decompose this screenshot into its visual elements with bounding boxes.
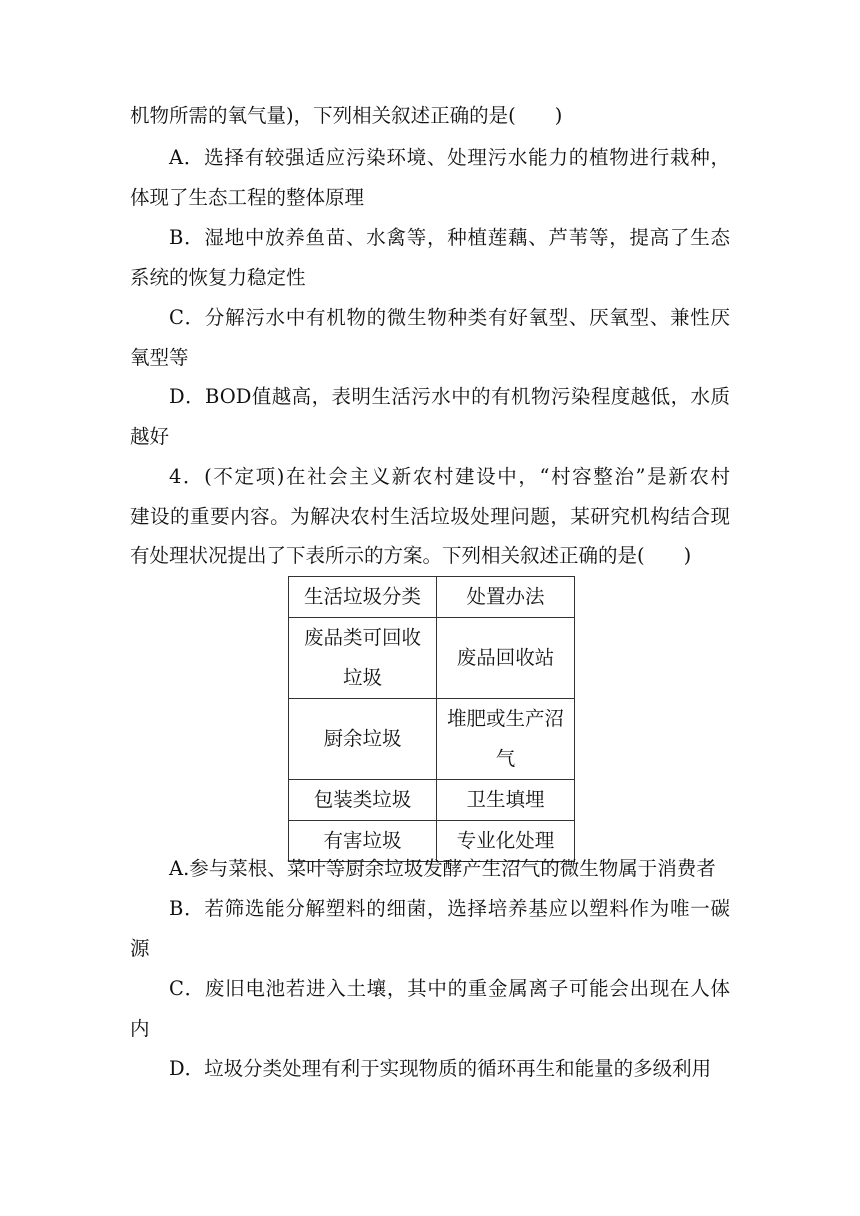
table-cell: 专业化处理 bbox=[437, 821, 575, 862]
table-cell: 废品类可回收垃圾 bbox=[289, 618, 437, 699]
q3-option-c-line1: C．分解污水中有机物的微生物种类有好氧型、厌氧型、兼性厌 bbox=[169, 306, 730, 329]
table-cell: 堆肥或生产沼气 bbox=[437, 699, 575, 780]
table-cell: 厨余垃圾 bbox=[289, 699, 437, 780]
table-cell: 有害垃圾 bbox=[289, 821, 437, 862]
q4-stem-line1: 4．(不定项)在社会主义新农村建设中，“村容整治”是新农村 bbox=[169, 465, 730, 488]
q4-option-c-line2: 内 bbox=[130, 1017, 150, 1040]
table-header-row bbox=[289, 577, 575, 618]
table-cell: 卫生填埋 bbox=[437, 780, 575, 821]
q4-stem-line3: 有处理状况提出了下表所示的方案。下列相关叙述正确的是( ) bbox=[130, 544, 692, 567]
q3-option-a-line1: A．选择有较强适应污染环境、处理污水能力的植物进行栽种， bbox=[169, 146, 730, 169]
table-row bbox=[289, 699, 575, 780]
table-cell: 废品回收站 bbox=[437, 618, 575, 699]
q4-option-b-line1: B．若筛选能分解塑料的细菌，选择培养基应以塑料作为唯一碳 bbox=[169, 897, 730, 920]
waste-disposal-table bbox=[288, 576, 575, 862]
q3-option-a-line2: 体现了生态工程的整体原理 bbox=[130, 186, 365, 209]
q4-option-a: A.参与菜根、菜叶等厨余垃圾发酵产生沼气的微生物属于消费者 bbox=[169, 857, 716, 880]
table-header-cell: 生活垃圾分类 bbox=[289, 577, 437, 618]
table-row bbox=[289, 780, 575, 821]
table-cell: 包装类垃圾 bbox=[289, 780, 437, 821]
q4-option-d: D．垃圾分类处理有利于实现物质的循环再生和能量的多级利用 bbox=[169, 1057, 712, 1080]
q3-option-d-line1: D．BOD值越高，表明生活污水中的有机物污染程度越低，水质 bbox=[169, 385, 730, 408]
q3-option-b-line1: B．湿地中放养鱼苗、水禽等，种植莲藕、芦苇等，提高了生态 bbox=[169, 226, 730, 249]
table-row bbox=[289, 618, 575, 699]
q3-option-d-line2: 越好 bbox=[130, 425, 170, 448]
q3-stem-tail: 机物所需的氧气量)，下列相关叙述正确的是( ) bbox=[130, 104, 563, 127]
q3-option-b-line2: 系统的恢复力稳定性 bbox=[130, 266, 306, 289]
table-header-cell: 处置办法 bbox=[437, 577, 575, 618]
q4-option-c-line1: C．废旧电池若进入土壤，其中的重金属离子可能会出现在人体 bbox=[169, 977, 730, 1000]
q4-stem-line2: 建设的重要内容。为解决农村生活垃圾处理问题，某研究机构结合现 bbox=[130, 505, 730, 528]
q4-option-b-line2: 源 bbox=[130, 937, 150, 960]
q3-option-c-line2: 氧型等 bbox=[130, 346, 189, 369]
